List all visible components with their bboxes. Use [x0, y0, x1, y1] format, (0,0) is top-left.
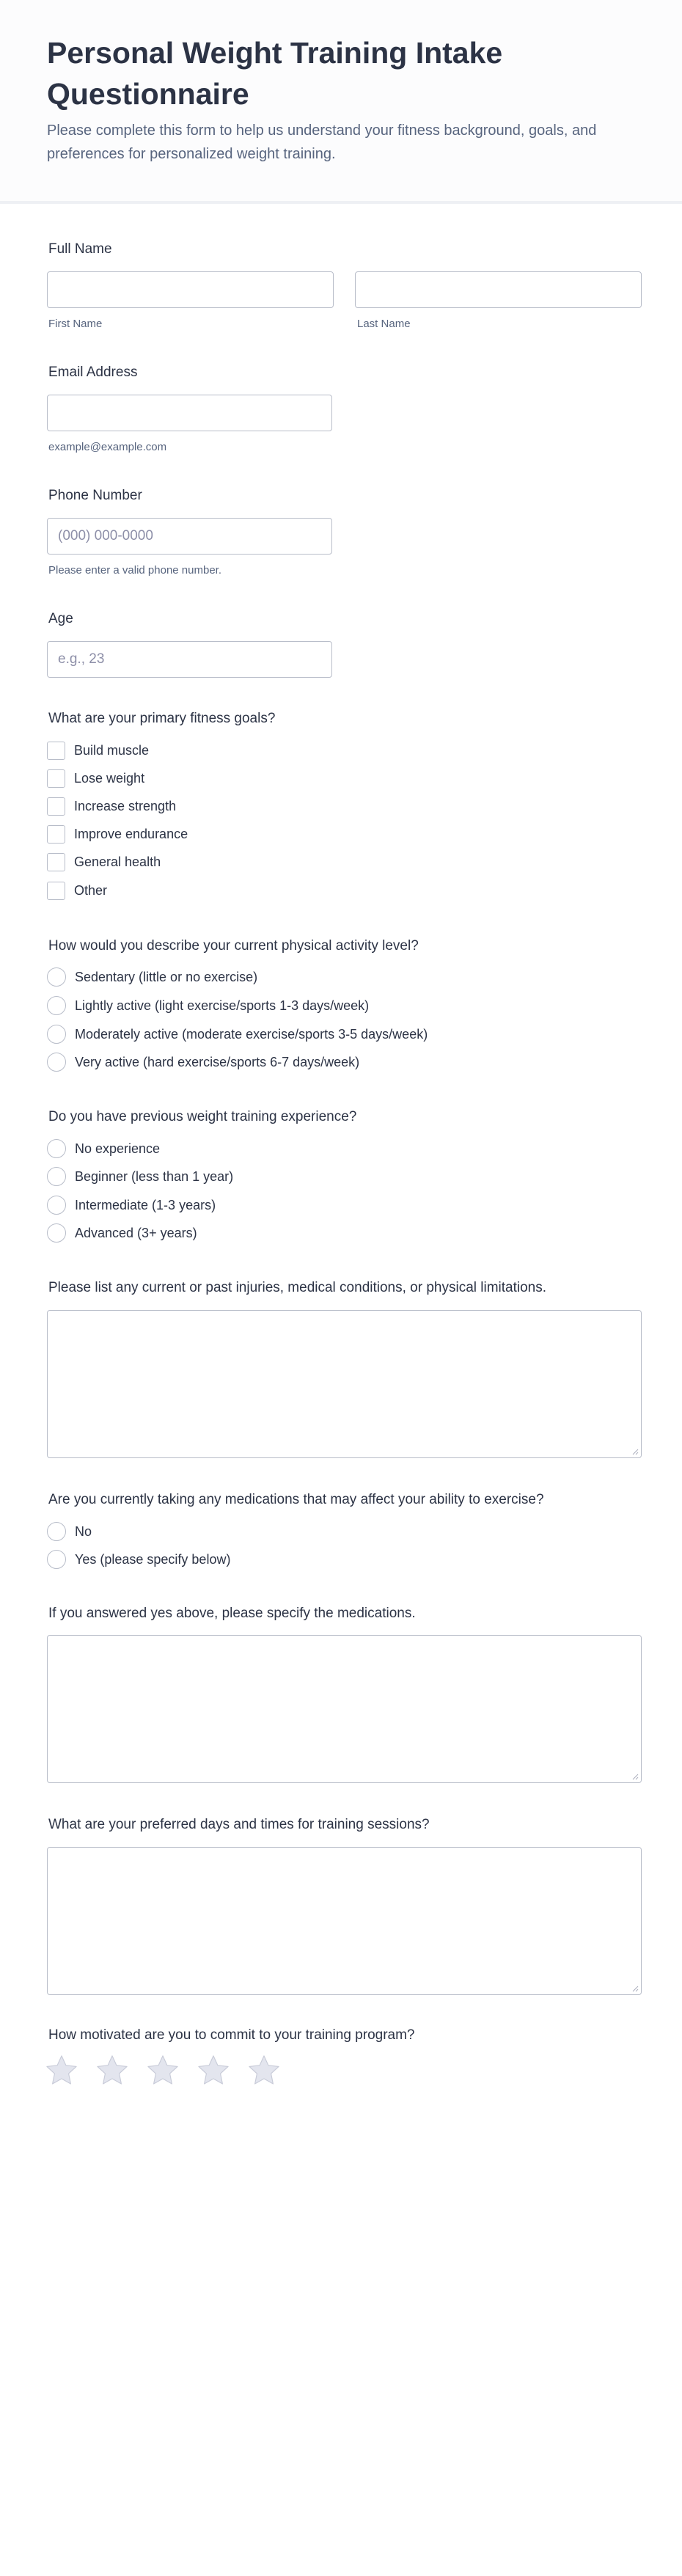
last-name-input[interactable]: [355, 271, 642, 308]
experience-option-label: No experience: [75, 1141, 161, 1156]
activity-radio[interactable]: [47, 1053, 66, 1072]
first-name-input[interactable]: [47, 271, 334, 308]
experience-option-intermediate[interactable]: [47, 1195, 634, 1215]
activity-option-lightly-active[interactable]: [47, 995, 634, 1016]
goal-option-improve-endurance[interactable]: [47, 824, 634, 844]
injuries-label: Please list any current or past injuries, medical conditions, or physical limitations.: [48, 1280, 547, 1295]
experience-option-label: Intermediate (1-3 years): [75, 1198, 216, 1212]
experience-label: Do you have previous weight training experience?: [48, 1109, 357, 1124]
medications-option-yes[interactable]: [47, 1549, 634, 1570]
goal-option-general-health[interactable]: [47, 852, 634, 872]
age-input[interactable]: [47, 641, 332, 678]
activity-option-very-active[interactable]: [47, 1052, 634, 1072]
experience-radio[interactable]: [47, 1196, 66, 1215]
experience-radio[interactable]: [47, 1223, 66, 1243]
goal-option-increase-strength[interactable]: [47, 796, 634, 816]
phone-label: Phone Number: [48, 488, 142, 503]
goal-checkbox[interactable]: [47, 742, 65, 760]
experience-option-none[interactable]: [47, 1138, 634, 1159]
medications-option-label: Yes (please specify below): [75, 1552, 231, 1567]
medications-radio[interactable]: [47, 1550, 66, 1569]
activity-option-moderately-active[interactable]: [47, 1024, 634, 1044]
goal-option-label: Increase strength: [74, 799, 177, 813]
goal-checkbox[interactable]: [47, 769, 65, 788]
motivation-label: How motivated are you to commit to your training program?: [48, 2027, 415, 2043]
medications-option-no[interactable]: [47, 1521, 634, 1542]
goal-checkbox[interactable]: [47, 825, 65, 844]
resize-grip-icon[interactable]: [631, 1773, 639, 1780]
last-name-sublabel: Last Name: [357, 318, 411, 330]
goals-label: What are your primary fitness goals?: [48, 711, 276, 726]
star-icon[interactable]: [246, 2054, 282, 2087]
experience-option-label: Advanced (3+ years): [75, 1226, 197, 1240]
email-sublabel: example@example.com: [48, 441, 167, 453]
goal-checkbox[interactable]: [47, 853, 65, 871]
medications-detail-label: If you answered yes above, please specify the medications.: [48, 1606, 416, 1621]
form-header: [0, 0, 682, 204]
form-description: Please complete this form to help us understand your fitness background, goals, and preferences for personalized weight training.: [47, 122, 597, 162]
experience-radio[interactable]: [47, 1167, 66, 1186]
activity-label: How would you describe your current physical activity level?: [48, 938, 419, 954]
goal-option-label: General health: [74, 855, 161, 869]
goal-checkbox[interactable]: [47, 882, 65, 900]
first-name-sublabel: First Name: [48, 318, 103, 330]
activity-radio[interactable]: [47, 967, 66, 987]
activity-option-sedentary[interactable]: [47, 967, 634, 987]
goal-option-label: Lose weight: [74, 771, 145, 786]
star-icon[interactable]: [95, 2054, 130, 2087]
activity-radio[interactable]: [47, 1025, 66, 1044]
goal-option-build-muscle[interactable]: [47, 740, 634, 761]
resize-grip-icon[interactable]: [631, 1448, 639, 1455]
email-input[interactable]: [47, 395, 332, 431]
medications-label: Are you currently taking any medications that may affect your ability to exercise?: [48, 1492, 544, 1507]
star-icon[interactable]: [196, 2054, 231, 2087]
goal-checkbox[interactable]: [47, 797, 65, 816]
goal-option-lose-weight[interactable]: [47, 768, 634, 788]
medications-option-label: No: [75, 1524, 92, 1539]
goal-option-label: Build muscle: [74, 743, 150, 758]
experience-option-label: Beginner (less than 1 year): [75, 1169, 234, 1184]
email-label: Email Address: [48, 365, 138, 380]
age-label: Age: [48, 611, 73, 626]
experience-option-advanced[interactable]: [47, 1223, 634, 1243]
activity-option-label: Sedentary (little or no exercise): [75, 970, 258, 984]
goal-option-label: Improve endurance: [74, 827, 188, 841]
schedule-textarea[interactable]: [47, 1847, 642, 1995]
star-rating[interactable]: [44, 2054, 337, 2087]
resize-grip-icon[interactable]: [631, 1985, 639, 1992]
experience-radio[interactable]: [47, 1139, 66, 1158]
star-icon[interactable]: [145, 2054, 180, 2087]
goal-option-other[interactable]: [47, 880, 634, 901]
goal-option-label: Other: [74, 883, 108, 898]
medications-detail-textarea[interactable]: [47, 1635, 642, 1783]
activity-option-label: Moderately active (moderate exercise/sports 3-5 days/week): [75, 1027, 428, 1042]
activity-radio[interactable]: [47, 996, 66, 1015]
injuries-textarea[interactable]: [47, 1310, 642, 1458]
medications-radio[interactable]: [47, 1522, 66, 1541]
schedule-label: What are your preferred days and times for training sessions?: [48, 1817, 430, 1832]
form-title: Personal Weight Training Intake Questionnaire: [47, 36, 503, 111]
experience-option-beginner[interactable]: [47, 1166, 634, 1187]
phone-sublabel: Please enter a valid phone number.: [48, 564, 221, 577]
activity-option-label: Very active (hard exercise/sports 6-7 days/week): [75, 1055, 360, 1069]
activity-option-label: Lightly active (light exercise/sports 1-3 days/week): [75, 998, 370, 1013]
star-icon[interactable]: [44, 2054, 79, 2087]
phone-input[interactable]: [47, 518, 332, 555]
full-name-label: Full Name: [48, 241, 112, 257]
